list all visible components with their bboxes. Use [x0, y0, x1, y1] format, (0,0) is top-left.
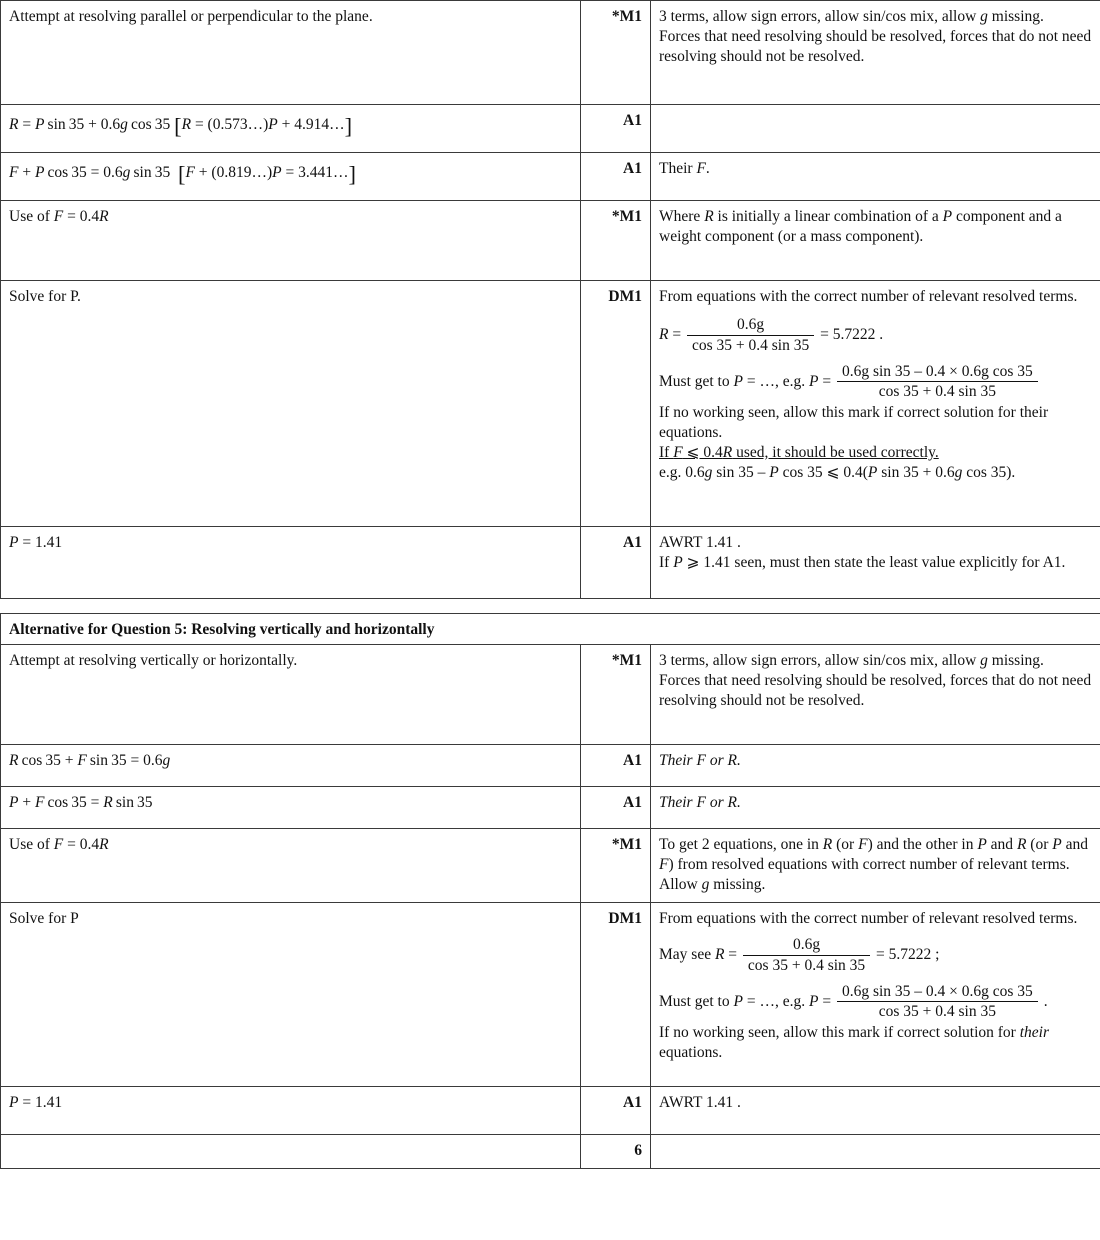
table-row [1, 281, 1100, 527]
note-line [659, 553, 1092, 573]
note-text-underlined: If F ⩽ 0.4R used, it should be used correctly. [659, 443, 939, 461]
note-var-g: g [980, 8, 988, 25]
equation-R-value-alt: May see R = $\frac{0.6g}{\cos 35 + 0.4 \sin 35}$ = 5.7222 ; [659, 936, 940, 974]
mark-cell-4 [581, 201, 651, 281]
table-row [1, 745, 1100, 787]
solution-cell-alt-3 [1, 787, 581, 829]
solution-cell-6 [1, 527, 581, 599]
fraction-R-alt [743, 936, 870, 974]
mark-label: *M1 [611, 8, 642, 25]
notes-cell-4 [651, 201, 1100, 281]
note-line: Forces that need resolving should be resolved, forces that do not need resolving should not be resolved. [659, 672, 1092, 710]
equation-use-of-f [9, 208, 109, 225]
note-text-cont: . [736, 752, 741, 770]
solution-cell-alt-2 [1, 745, 581, 787]
equation-P-expression-alt: Must get to P = …, e.g. P = $\frac{\text{0.6g sin 35 – 0.4 × 0.6g cos 35}}{\cos 35 + 0.4 \sin 35}$ . [659, 983, 1048, 1021]
note-text-7: ) from resolved equations with correct number of relevant terms. Allow [659, 856, 1070, 894]
total-marks-cell [581, 1135, 651, 1169]
note-text: To get 2 equations, one in [659, 836, 823, 854]
sol-text-eq: = 0.4 [63, 208, 100, 225]
notes-cell-alt-2 [651, 745, 1100, 787]
note-var-p: P [977, 836, 987, 854]
mark-cell-1 [581, 1, 651, 105]
note-text-cont: . [736, 794, 741, 812]
note-text: If no working seen, allow this mark if correct solution for [659, 1023, 1020, 1041]
fraction-numerator: 0.6g [743, 936, 870, 955]
note-line [659, 1023, 1092, 1063]
note-var-f: F [696, 794, 706, 812]
table-row [1, 645, 1100, 745]
alternative-header: Alternative for Question 5: Resolving vertically and horizontally [1, 614, 1100, 645]
note-text-3: ) and the other in [867, 836, 978, 854]
mark-cell-alt-6 [581, 1087, 651, 1135]
note-var-g: g [701, 876, 710, 894]
solution-text-alt-1: Attempt at resolving vertically or horizontally. [9, 652, 298, 670]
note-var-r: R [822, 836, 833, 854]
mark-label: A1 [623, 752, 642, 770]
note-var-r2: R [1016, 836, 1027, 854]
note-text-cont: . [705, 160, 710, 177]
mark-cell-2 [581, 105, 651, 153]
mark-label: A1 [623, 112, 642, 129]
note-line: AWRT 1.41 . [659, 534, 741, 551]
note-text-or: or [705, 752, 728, 770]
note-var-f2: F [659, 856, 669, 874]
mark-cell-alt-4 [581, 829, 651, 903]
equation-R-value: R = $\frac{0.6g}{\cos 35 + 0.4 \sin 35}$ = 5.7222 . [659, 316, 884, 354]
note-var-p: P [673, 554, 683, 572]
note-text-maysee: May see [659, 946, 715, 964]
note-text: Their [659, 752, 697, 770]
equation-f-resolve: F + P cos 35 = 0.6g sin 35 [F + (0.819…)P = 3.441…] [9, 161, 356, 186]
sol-var-f: F [53, 208, 64, 225]
note-var-f: F [696, 160, 706, 177]
total-solution-cell [1, 1135, 581, 1169]
table-row [1, 153, 1100, 201]
note-text-their: their [1019, 1023, 1049, 1041]
section-spacer [0, 599, 1100, 613]
note-var-r: R [704, 208, 714, 225]
fraction-denominator: cos 35 + 0.4 sin 35 [747, 956, 866, 974]
sol-text: Use of [9, 836, 54, 854]
notes-cell-3 [651, 153, 1100, 201]
notes-cell-1 [651, 1, 1100, 105]
sol-text-eq: = 0.4 [63, 836, 100, 854]
fraction-value: = 5.7222 ; [876, 946, 940, 964]
note-text: Their [659, 794, 697, 812]
mark-label: A1 [623, 1094, 642, 1112]
equation-vertical: R cos 35 + F sin 35 = 0.6g [9, 752, 171, 770]
note-var-g: g [980, 652, 988, 670]
sol-text: Use of [9, 208, 54, 225]
note-text: 3 terms, allow sign errors, allow sin/cos mix, allow [659, 652, 981, 670]
fraction-denominator: cos 35 + 0.4 sin 35 [691, 336, 810, 354]
table-row [1, 527, 1100, 599]
note-text-cont: missing. [987, 8, 1044, 25]
solution-text-alt-5: Solve for P [9, 910, 79, 928]
notes-cell-6 [651, 527, 1100, 599]
note-text-2: is initially a linear combination of a [713, 208, 943, 225]
fraction-R [687, 316, 814, 354]
note-var-p2: P [1052, 836, 1062, 854]
note-line [659, 7, 1092, 27]
solution-cell-alt-1 [1, 645, 581, 745]
mark-cell-alt-5 [581, 903, 651, 1087]
note-text: Their [659, 160, 697, 177]
mark-cell-alt-2 [581, 745, 651, 787]
notes-cell-alt-3 [651, 787, 1100, 829]
alternative-header-row [1, 614, 1100, 645]
sol-var-f: F [53, 836, 64, 854]
mark-cell-3 [581, 153, 651, 201]
inequality-example: e.g. 0.6g sin 35 – P cos 35 ⩽ 0.4(P sin 35 + 0.6g cos 35). [659, 464, 1016, 481]
note-line [659, 443, 1092, 463]
mark-cell-alt-3 [581, 787, 651, 829]
note-text-6: and [1061, 836, 1088, 854]
note-text-4: and [986, 836, 1017, 854]
table-row [1, 903, 1100, 1087]
note-line [659, 835, 1092, 895]
note-var-r: R [727, 794, 737, 812]
mark-scheme-table-alternative [0, 613, 1100, 1169]
solution-cell-1 [1, 1, 581, 105]
equation-r-resolve: R = P sin 35 + 0.6g cos 35 [R = (0.573…)P + 4.914…] [9, 113, 353, 138]
note-text-3: component and a weight component (or a mass component). [659, 208, 1062, 246]
notes-cell-2 [651, 105, 1100, 153]
note-text-must: Must get to [659, 992, 734, 1010]
equation-use-of-f-alt [9, 836, 109, 853]
total-row [1, 1135, 1100, 1169]
note-line [659, 751, 1092, 771]
note-var-r: R [722, 443, 733, 461]
mark-label: A1 [623, 160, 642, 177]
solution-text-1: Attempt at resolving parallel or perpendicular to the plane. [9, 8, 373, 25]
notes-cell-alt-4 [651, 829, 1100, 903]
total-marks-value: 6 [634, 1142, 642, 1160]
table-row [1, 787, 1100, 829]
table-row [1, 829, 1100, 903]
mark-scheme-table-main [0, 0, 1100, 599]
solution-cell-5 [1, 281, 581, 527]
solution-cell-alt-5 [1, 903, 581, 1087]
notes-cell-alt-1 [651, 645, 1100, 745]
note-var-r: R [727, 752, 737, 770]
table-row [1, 105, 1100, 153]
equation-horizontal: P + F cos 35 = R sin 35 [9, 794, 153, 812]
note-var-f: F [673, 443, 683, 461]
note-var-f: F [858, 836, 868, 854]
equation-P-expression: Must get to P = …, e.g. P = $\frac{\text{0.6g sin 35 – 0.4 × 0.6g cos 35}}{\cos 35 + 0.4 \sin 35}$ [659, 363, 1092, 401]
total-notes-cell [651, 1135, 1100, 1169]
fraction-P [837, 363, 1038, 401]
mark-label: A1 [623, 794, 642, 812]
note-text: Where [659, 208, 705, 225]
note-line [659, 793, 1092, 813]
table-row [1, 1, 1100, 105]
note-line: Forces that need resolving should be resolved, forces that do not need resolving should not be resolved. [659, 28, 1092, 66]
note-text-must: Must get to [659, 372, 734, 390]
equation-P-result: P = 1.41 [9, 534, 63, 551]
mark-label: DM1 [608, 288, 642, 305]
sol-var-r: R [99, 836, 109, 854]
note-line: From equations with the correct number of relevant resolved terms. [659, 288, 1078, 305]
note-text-must-tail: = …, e.g. [742, 992, 809, 1010]
note-text-5: (or [1026, 836, 1053, 854]
solution-cell-2 [1, 105, 581, 153]
note-text-8: missing. [709, 876, 766, 894]
mark-label: A1 [623, 534, 642, 551]
note-text-2: (or [832, 836, 859, 854]
fraction-numerator: 0.6g sin 35 – 0.4 × 0.6g cos 35 [837, 363, 1038, 382]
note-line: AWRT 1.41 . [659, 1094, 741, 1112]
note-line [659, 651, 1092, 671]
note-var-p: P [942, 208, 953, 225]
solution-cell-alt-4 [1, 829, 581, 903]
note-text: If [659, 554, 674, 572]
note-line: From equations with the correct number of relevant resolved terms. [659, 910, 1078, 928]
note-text-cont: missing. [987, 652, 1044, 670]
note-line [659, 463, 1092, 483]
fraction-denominator: cos 35 + 0.4 sin 35 [878, 1003, 996, 1021]
note-text-cont: ⩾ 1.41 seen, must then state the least value explicitly for A1. [682, 554, 1066, 572]
solution-cell-4 [1, 201, 581, 281]
note-var-f: F [696, 752, 706, 770]
solution-cell-3 [1, 153, 581, 201]
note-text-must-tail: = …, e.g. [742, 372, 809, 390]
notes-cell-alt-5 [651, 903, 1100, 1087]
mark-cell-6 [581, 527, 651, 599]
note-text: 3 terms, allow sign errors, allow sin/cos mix, allow [659, 8, 981, 25]
notes-cell-alt-6 [651, 1087, 1100, 1135]
fraction-P-alt [837, 983, 1038, 1021]
fraction-value: = 5.7222 . [820, 325, 884, 343]
sol-var-r: R [99, 208, 109, 225]
fraction-numerator: 0.6g [687, 316, 814, 335]
mark-label: *M1 [611, 208, 642, 225]
note-line [659, 207, 1092, 247]
fraction-numerator: 0.6g sin 35 – 0.4 × 0.6g cos 35 [837, 983, 1038, 1002]
mark-cell-5 [581, 281, 651, 527]
note-line [659, 159, 1092, 179]
mark-label: *M1 [611, 836, 642, 854]
solution-text-5: Solve for P. [9, 288, 81, 305]
mark-label: *M1 [611, 652, 642, 670]
mark-cell-alt-1 [581, 645, 651, 745]
equation-P-result-alt: P = 1.41 [9, 1094, 63, 1112]
note-line: If no working seen, allow this mark if correct solution for their equations. [659, 403, 1049, 441]
table-row [1, 201, 1100, 281]
fraction-denominator: cos 35 + 0.4 sin 35 [878, 383, 996, 401]
mark-label: DM1 [608, 910, 642, 928]
note-text-cont: equations. [659, 1043, 723, 1061]
table-row [1, 1087, 1100, 1135]
note-text-or: or [705, 794, 728, 812]
solution-cell-alt-6 [1, 1087, 581, 1135]
notes-cell-5 [651, 281, 1100, 527]
